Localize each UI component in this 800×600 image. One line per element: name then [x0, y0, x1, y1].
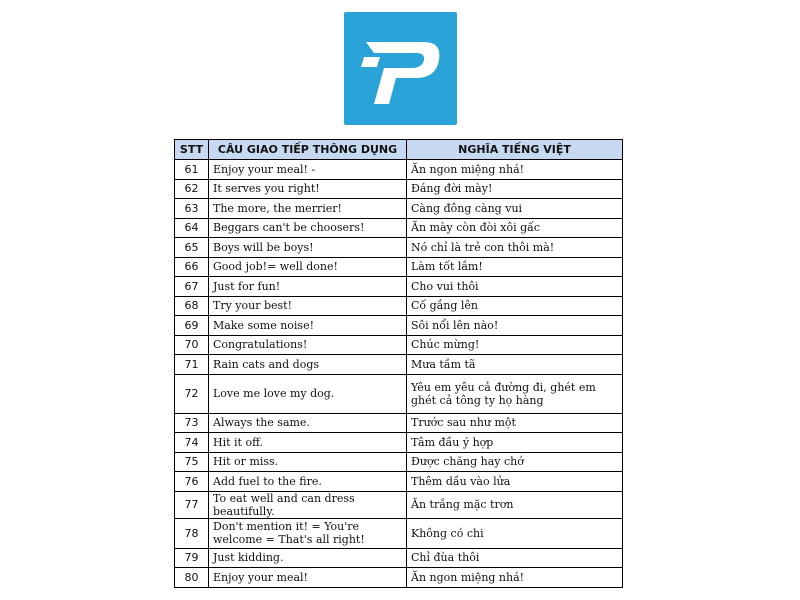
table-row: [175, 452, 623, 472]
row-number: 68: [175, 296, 209, 316]
table-row: [175, 518, 623, 548]
table-header-row: [175, 140, 623, 160]
table-row: [175, 257, 623, 277]
english-phrase: Enjoy your meal! -: [209, 160, 407, 180]
table-row: [175, 433, 623, 453]
table-row: [175, 316, 623, 336]
table-row: [175, 491, 623, 518]
row-number: 75: [175, 452, 209, 472]
row-number: 71: [175, 355, 209, 375]
vietnamese-meaning: Trước sau như một: [407, 413, 623, 433]
row-number: 64: [175, 218, 209, 238]
brand-logo: [344, 12, 457, 125]
table-row: [175, 160, 623, 180]
row-number: 74: [175, 433, 209, 453]
table-row: [175, 548, 623, 568]
table-row: [175, 374, 623, 413]
vietnamese-meaning: Làm tốt lắm!: [407, 257, 623, 277]
english-phrase: It serves you right!: [209, 179, 407, 199]
english-phrase: Beggars can't be choosers!: [209, 218, 407, 238]
row-number: 63: [175, 199, 209, 219]
row-number: 77: [175, 491, 209, 518]
row-number: 73: [175, 413, 209, 433]
english-phrase: Rain cats and dogs: [209, 355, 407, 375]
vietnamese-meaning: Nó chỉ là trẻ con thôi mà!: [407, 238, 623, 258]
table-row: [175, 238, 623, 258]
english-phrase: Add fuel to the fire.: [209, 472, 407, 492]
english-phrase: Try your best!: [209, 296, 407, 316]
table-row: [175, 568, 623, 588]
english-phrase: Congratulations!: [209, 335, 407, 355]
english-phrase: Love me love my dog.: [209, 374, 407, 413]
vietnamese-meaning: Sôi nổi lên nào!: [407, 316, 623, 336]
row-number: 80: [175, 568, 209, 588]
header-english: CÂU GIAO TIẾP THÔNG DỤNG: [209, 140, 407, 160]
english-phrase: Good job!= well done!: [209, 257, 407, 277]
vietnamese-meaning: Cho vui thôi: [407, 277, 623, 297]
english-phrase: Always the same.: [209, 413, 407, 433]
vietnamese-meaning: Ăn mày còn đòi xôi gấc: [407, 218, 623, 238]
vietnamese-meaning: Ăn trắng mặc trơn: [407, 491, 623, 518]
vietnamese-meaning: Thêm dầu vào lửa: [407, 472, 623, 492]
english-phrase: Just for fun!: [209, 277, 407, 297]
row-number: 79: [175, 548, 209, 568]
english-phrase: Boys will be boys!: [209, 238, 407, 258]
english-phrase: Make some noise!: [209, 316, 407, 336]
english-phrase: To eat well and can dress beautifully.: [209, 491, 407, 518]
row-number: 66: [175, 257, 209, 277]
vietnamese-meaning: Chỉ đùa thôi: [407, 548, 623, 568]
table-row: [175, 355, 623, 375]
english-phrase: Just kidding.: [209, 548, 407, 568]
english-phrase: Don't mention it! = You're welcome = That's all right!: [209, 518, 407, 548]
english-phrase: Enjoy your meal!: [209, 568, 407, 588]
english-phrase: Hit or miss.: [209, 452, 407, 472]
table-row: [175, 472, 623, 492]
vietnamese-meaning: Yêu em yêu cả đường đi, ghét em ghét cả tông ty họ hàng: [407, 374, 623, 413]
table-row: [175, 218, 623, 238]
english-phrase: Hit it off.: [209, 433, 407, 453]
vietnamese-meaning: Mưa tầm tã: [407, 355, 623, 375]
row-number: 67: [175, 277, 209, 297]
row-number: 76: [175, 472, 209, 492]
header-stt: STT: [175, 140, 209, 160]
table-row: [175, 335, 623, 355]
vietnamese-meaning: Đáng đời mày!: [407, 179, 623, 199]
vietnamese-meaning: Chúc mừng!: [407, 335, 623, 355]
table-row: [175, 413, 623, 433]
row-number: 78: [175, 518, 209, 548]
table-body: [175, 160, 623, 588]
vietnamese-meaning: Tâm đầu ý hợp: [407, 433, 623, 453]
row-number: 65: [175, 238, 209, 258]
vietnamese-meaning: Cố gắng lên: [407, 296, 623, 316]
vietnamese-meaning: Ăn ngon miệng nhá!: [407, 160, 623, 180]
row-number: 61: [175, 160, 209, 180]
table-row: [175, 179, 623, 199]
phrase-table: [174, 139, 623, 588]
row-number: 72: [175, 374, 209, 413]
english-phrase: The more, the merrier!: [209, 199, 407, 219]
vietnamese-meaning: Được chăng hay chớ: [407, 452, 623, 472]
p-letter-icon: [344, 12, 457, 125]
table-row: [175, 277, 623, 297]
table-row: [175, 296, 623, 316]
table-row: [175, 199, 623, 219]
row-number: 69: [175, 316, 209, 336]
vietnamese-meaning: Càng đông càng vui: [407, 199, 623, 219]
row-number: 70: [175, 335, 209, 355]
row-number: 62: [175, 179, 209, 199]
vietnamese-meaning: Không có chi: [407, 518, 623, 548]
vietnamese-meaning: Ăn ngon miệng nhá!: [407, 568, 623, 588]
header-vietnamese: NGHĨA TIẾNG VIỆT: [407, 140, 623, 160]
